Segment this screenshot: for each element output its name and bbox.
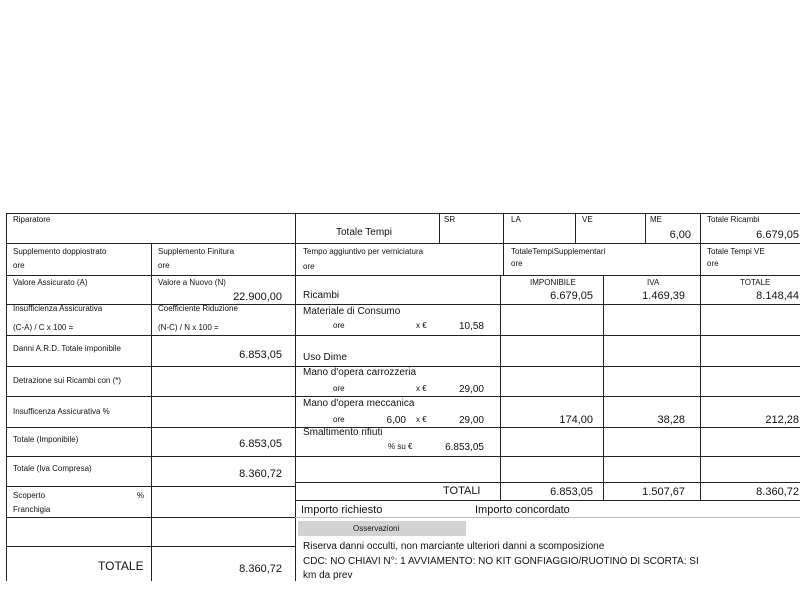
materiale-unit: ore bbox=[333, 321, 345, 330]
mo-meccanica-rate: 29,00 bbox=[458, 415, 484, 426]
scoperto-unit: % bbox=[137, 491, 145, 500]
totale-iva-value: 8.360,72 bbox=[239, 468, 282, 480]
mo-meccanica-x: x € bbox=[416, 415, 427, 424]
ve-label: VE bbox=[582, 215, 593, 224]
rule bbox=[503, 213, 504, 275]
valore-nuovo-label: Valore a Nuovo (N) bbox=[158, 278, 226, 287]
mo-meccanica-totale: 212,28 bbox=[765, 414, 799, 426]
mo-meccanica-imponibile: 174,00 bbox=[559, 414, 593, 426]
rule bbox=[6, 456, 295, 457]
totale-tempi-ve-label: Totale Tempi VE bbox=[707, 247, 765, 256]
sr-label: SR bbox=[444, 215, 456, 224]
observation-line-2: CDC: NO CHIAVI N°: 1 AVVIAMENTO: NO KIT GONFIAGGIO/RUOTINO DI SCORTA: SI bbox=[303, 556, 699, 567]
ricambi-label: Ricambi bbox=[303, 290, 340, 301]
totale-imponibile-label: Totale (Imponibile) bbox=[13, 435, 79, 444]
rule bbox=[500, 275, 501, 501]
totali-iva: 1.507,67 bbox=[642, 486, 685, 498]
mo-meccanica-iva: 38,28 bbox=[657, 414, 685, 426]
col-totale-header: TOTALE bbox=[740, 278, 771, 287]
tempo-aggiuntivo-unit: ore bbox=[303, 262, 315, 271]
rule bbox=[645, 213, 646, 243]
uso-dime-label: Uso Dime bbox=[303, 352, 347, 363]
smaltimento-x: % su € bbox=[388, 442, 413, 451]
col-iva-header: IVA bbox=[647, 278, 660, 287]
supp-doppiostrato-label: Supplemento doppiostrato bbox=[13, 247, 107, 256]
totali-imponibile: 6.853,05 bbox=[550, 486, 593, 498]
ricambi-totale: 8.148,44 bbox=[756, 290, 799, 302]
col-imponibile-header: IMPONIBILE bbox=[530, 278, 576, 287]
materiale-label: Materiale di Consumo bbox=[303, 306, 401, 317]
totale-tempi-ve-unit: ore bbox=[707, 259, 719, 268]
coefficiente-label: Coefficiente Riduzione bbox=[158, 304, 238, 313]
rule bbox=[295, 500, 800, 501]
rule bbox=[295, 275, 800, 276]
rule bbox=[6, 275, 295, 276]
mo-meccanica-unit: ore bbox=[333, 415, 345, 424]
totale-label: TOTALE bbox=[98, 559, 144, 573]
totali-totale: 8.360,72 bbox=[756, 486, 799, 498]
smaltimento-base: 6.853,05 bbox=[445, 442, 484, 453]
totale-tempi-label: Totale Tempi bbox=[336, 227, 392, 238]
importo-richiesto-label: Importo richiesto bbox=[301, 504, 383, 516]
supp-finitura-label: Supplemento Finitura bbox=[158, 247, 235, 256]
mo-carrozzeria-x: x € bbox=[416, 384, 427, 393]
danni-ard-value: 6.853,05 bbox=[239, 349, 282, 361]
me-label: ME bbox=[650, 215, 662, 224]
rule bbox=[295, 482, 800, 483]
mo-meccanica-label: Mano d'opera meccanica bbox=[303, 398, 415, 409]
me-value: 6,00 bbox=[669, 229, 691, 241]
ricambi-iva: 1.469,39 bbox=[642, 290, 685, 302]
rule bbox=[6, 517, 295, 518]
totale-value: 8.360,72 bbox=[239, 563, 282, 575]
totale-imponibile-value: 6.853,05 bbox=[239, 438, 282, 450]
rule bbox=[603, 275, 604, 501]
tempi-supplementari-unit: ore bbox=[511, 259, 523, 268]
observation-line-1: Riserva danni occulti, non marciante ulteriori danni a scomposizione bbox=[303, 541, 605, 552]
supp-finitura-unit: ore bbox=[158, 261, 170, 270]
insufficienza-formula: (C-A) / C x 100 = bbox=[13, 323, 74, 332]
valore-nuovo-value: 22.900,00 bbox=[233, 291, 282, 303]
rule bbox=[295, 396, 800, 397]
rule-left-mid bbox=[151, 243, 152, 581]
rule bbox=[6, 486, 295, 487]
rule bbox=[6, 335, 295, 336]
rule bbox=[6, 427, 295, 428]
rule-top bbox=[6, 213, 800, 214]
osservazioni-label: Osservazioni bbox=[353, 524, 400, 533]
mo-meccanica-hours: 6,00 bbox=[386, 415, 406, 426]
totale-iva-label: Totale (Iva Compresa) bbox=[13, 464, 92, 473]
insufficienza-label: Insufficienza Assicurativa bbox=[13, 304, 103, 313]
mo-carrozzeria-rate: 29,00 bbox=[458, 384, 484, 395]
tempi-supplementari-label: TotaleTempiSupplementari bbox=[511, 247, 606, 256]
materiale-rate: 10,58 bbox=[458, 321, 484, 332]
rule bbox=[295, 335, 800, 336]
importo-concordato-label: Importo concordato bbox=[475, 504, 570, 516]
rule bbox=[295, 243, 800, 244]
rule bbox=[6, 366, 295, 367]
rule-left bbox=[6, 213, 7, 581]
smaltimento-label: Smaltimento rifiuti bbox=[303, 427, 383, 438]
mo-carrozzeria-label: Mano d'opera carrozzeria bbox=[303, 367, 417, 378]
scoperto-label: Scoperto bbox=[13, 491, 46, 500]
tempo-aggiuntivo-label: Tempo aggiuntivo per verniciatura bbox=[303, 247, 424, 256]
la-label: LA bbox=[511, 215, 521, 224]
rule bbox=[295, 517, 800, 518]
rule bbox=[295, 456, 800, 457]
ricambi-imponibile: 6.679,05 bbox=[550, 290, 593, 302]
materiale-x: x € bbox=[416, 321, 427, 330]
rule bbox=[295, 304, 800, 305]
rule bbox=[6, 546, 295, 547]
totali-label: TOTALI bbox=[443, 485, 481, 497]
totale-ricambi-value: 6.679,05 bbox=[756, 229, 799, 241]
rule bbox=[439, 213, 440, 243]
rule bbox=[575, 213, 576, 243]
riparatore-label: Riparatore bbox=[13, 215, 51, 224]
insuff-pct-label: Insufficenza Assicurativa % bbox=[13, 407, 110, 416]
valore-assicurato-label: Valore Assicurato (A) bbox=[13, 278, 88, 287]
detrazione-label: Detrazione sui Ricambi con (*) bbox=[13, 376, 122, 385]
totale-ricambi-label: Totale Ricambi bbox=[707, 215, 760, 224]
coefficiente-formula: (N-C) / N x 100 = bbox=[158, 323, 219, 332]
rule bbox=[700, 213, 701, 501]
observation-line-3: km da prev bbox=[303, 570, 353, 581]
franchigia-label: Franchigia bbox=[13, 505, 51, 514]
mo-carrozzeria-unit: ore bbox=[333, 384, 345, 393]
rule bbox=[6, 243, 295, 244]
supp-doppiostrato-unit: ore bbox=[13, 261, 25, 270]
rule bbox=[6, 396, 295, 397]
danni-ard-label: Danni A.R.D. Totale imponibile bbox=[13, 344, 121, 353]
rule-center bbox=[295, 213, 296, 581]
